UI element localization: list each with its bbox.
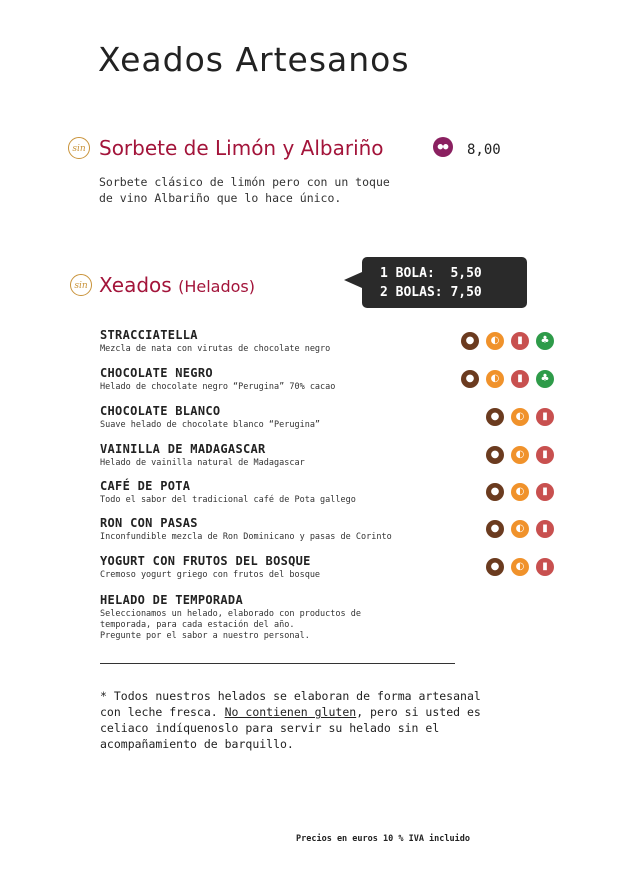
list-item-temporada — [100, 593, 361, 642]
item-desc: Mezcla de nata con virutas de chocolate negro — [100, 344, 331, 354]
milk-icon: ▮ — [536, 483, 554, 501]
item-desc-line: Seleccionamos un helado, elaborado con productos de — [100, 609, 361, 619]
egg-icon: ◐ — [511, 520, 529, 538]
nuts-icon: ● — [486, 520, 504, 538]
price-label: 2 BOLAS: — [380, 285, 443, 300]
item-desc: Helado de chocolate negro “Perugina” 70% cacao — [100, 382, 336, 392]
nuts-icon: ● — [486, 446, 504, 464]
item-name: CHOCOLATE NEGRO — [100, 366, 213, 380]
sorbete-description-line: Sorbete clásico de limón pero con un toque — [99, 175, 390, 189]
item-desc: Helado de vainilla natural de Madagascar — [100, 458, 305, 468]
allergen-icons — [461, 332, 554, 350]
item-desc: Cremoso yogurt griego con frutos del bosque — [100, 570, 321, 580]
note-text: , pero si usted es — [356, 705, 481, 719]
nuts-icon: ● — [461, 332, 479, 350]
item-desc: Todo el sabor del tradicional café de Pota gallego — [100, 495, 356, 505]
price-value: 7,50 — [450, 285, 482, 300]
list-item — [100, 554, 320, 581]
item-name: YOGURT CON FRUTOS DEL BOSQUE — [100, 554, 311, 568]
egg-icon: ◐ — [511, 446, 529, 464]
price-bubble — [362, 257, 527, 308]
list-item — [100, 404, 320, 431]
helados-title-main: Xeados — [99, 273, 172, 297]
nuts-icon: ● — [461, 370, 479, 388]
allergen-icons — [486, 520, 554, 538]
allergen-icons — [486, 558, 554, 576]
note-line — [100, 704, 520, 720]
note-text: con leche fresca. — [100, 705, 225, 719]
footer-note: Precios en euros 10 % IVA incluido — [296, 834, 470, 844]
note-line: celiaco indíquenoslo para servir su helado sin el — [100, 721, 440, 735]
sorbete-description — [99, 174, 390, 206]
grape-icon: ●● — [433, 137, 453, 157]
item-name: CAFÉ DE POTA — [100, 479, 191, 493]
gluten-note — [100, 688, 520, 752]
milk-icon: ▮ — [511, 332, 529, 350]
note-underlined-text: No contienen gluten — [224, 705, 357, 719]
egg-icon: ◐ — [486, 332, 504, 350]
item-desc: Suave helado de chocolate blanco “Perugina” — [100, 420, 321, 430]
allergen-icons — [486, 483, 554, 501]
soy-icon: ♣ — [536, 370, 554, 388]
list-item — [100, 516, 392, 543]
item-name: RON CON PASAS — [100, 516, 198, 530]
egg-icon: ◐ — [486, 370, 504, 388]
milk-icon: ▮ — [536, 446, 554, 464]
sorbete-description-line: de vino Albariño que lo hace único. — [99, 191, 342, 205]
egg-icon: ◐ — [511, 408, 529, 426]
divider — [100, 663, 455, 664]
list-item — [100, 442, 305, 469]
milk-icon: ▮ — [536, 558, 554, 576]
helados-title — [99, 273, 255, 297]
list-item — [100, 366, 335, 393]
item-name: HELADO DE TEMPORADA — [100, 593, 243, 607]
egg-icon: ◐ — [511, 558, 529, 576]
milk-icon: ▮ — [511, 370, 529, 388]
item-desc — [100, 609, 361, 642]
price-value: 5,50 — [450, 266, 482, 281]
item-name: CHOCOLATE BLANCO — [100, 404, 221, 418]
item-desc-line: temporada, para cada estación del año. — [100, 620, 295, 630]
soy-icon: ♣ — [536, 332, 554, 350]
sin-gluten-badge-icon: sin — [68, 137, 90, 159]
item-name: VAINILLA DE MADAGASCAR — [100, 442, 266, 456]
nuts-icon: ● — [486, 483, 504, 501]
price-label: 1 BOLA: — [380, 266, 435, 281]
page-title: Xeados Artesanos — [98, 40, 410, 79]
note-line: * Todos nuestros helados se elaboran de forma artesanal — [100, 689, 481, 703]
price-row-2 — [380, 283, 527, 302]
allergen-icons — [486, 446, 554, 464]
price-bubble-pointer — [344, 272, 362, 288]
list-item — [100, 479, 356, 506]
item-desc: Inconfundible mezcla de Ron Dominicano y pasas de Corinto — [100, 532, 392, 542]
milk-icon: ▮ — [536, 408, 554, 426]
item-name: STRACCIATELLA — [100, 328, 198, 342]
nuts-icon: ● — [486, 558, 504, 576]
sorbete-title: Sorbete de Limón y Albariño — [99, 136, 384, 160]
helados-subtitle: (Helados) — [178, 277, 255, 296]
item-desc-line: Pregunte por el sabor a nuestro personal. — [100, 631, 310, 641]
allergen-icons — [486, 408, 554, 426]
nuts-icon: ● — [486, 408, 504, 426]
allergen-icons — [461, 370, 554, 388]
list-item — [100, 328, 330, 355]
note-line: acompañamiento de barquillo. — [100, 737, 294, 751]
milk-icon: ▮ — [536, 520, 554, 538]
sorbete-price: 8,00 — [467, 142, 501, 158]
egg-icon: ◐ — [511, 483, 529, 501]
price-row-1 — [380, 264, 527, 283]
sin-gluten-badge-icon: sin — [70, 274, 92, 296]
